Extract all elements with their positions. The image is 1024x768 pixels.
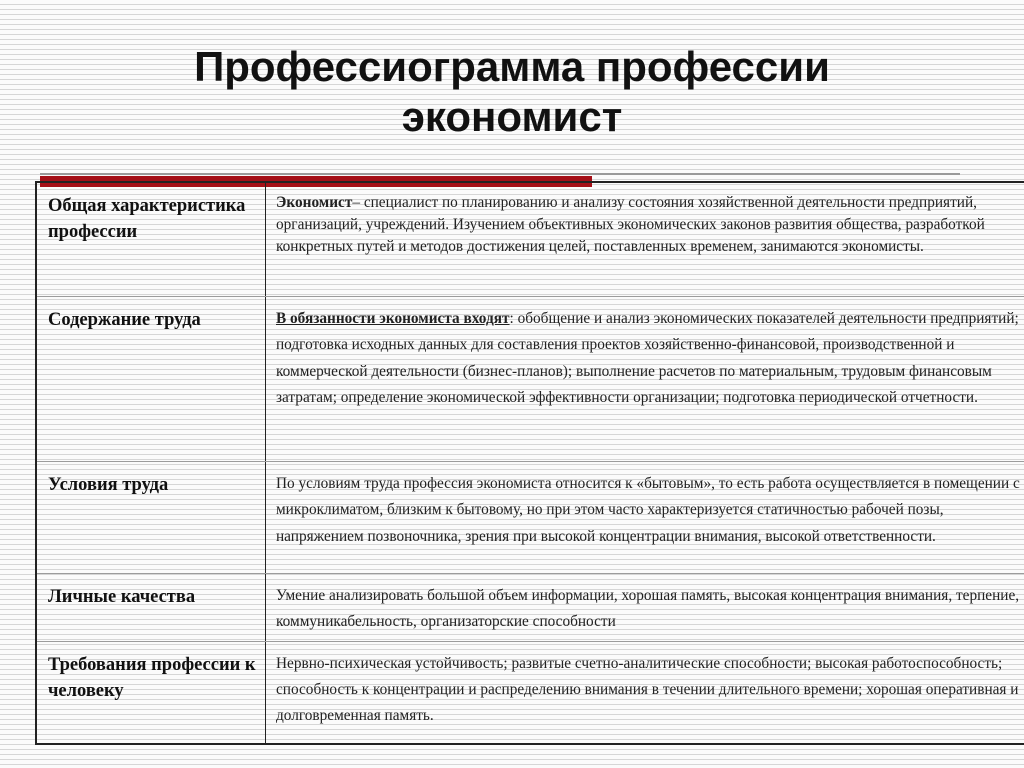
row-content xyxy=(266,182,1024,296)
table-row-requirements xyxy=(36,641,1024,744)
row-content-text: Нервно-психическая устойчивость; развитые счетно-аналитические способности; высокая работоспособность; способность к концентрации и распределению внимания в течении длительного времени; хорошая оперативная и долговременная память. xyxy=(276,654,1019,724)
table-row-general-characteristics xyxy=(36,182,1024,296)
row-heading: Требования профессии к человеку xyxy=(36,641,266,744)
row-content xyxy=(266,461,1024,573)
table-row-personal-qualities xyxy=(36,573,1024,641)
row-content-text: Умение анализировать большой объем информации, хорошая память, высокая концентрация внимания, терпение, коммуникабельность, организаторские способности xyxy=(276,586,1020,630)
table-row-work-conditions xyxy=(36,461,1024,573)
row-content xyxy=(266,641,1024,744)
row-heading: Личные качества xyxy=(36,573,266,641)
slide-title-line-1: Профессиограмма профессии xyxy=(194,43,830,90)
row-content xyxy=(266,296,1024,461)
row-content xyxy=(266,573,1024,641)
profession-profile-table xyxy=(35,181,1024,745)
slide-title-line-2: экономист xyxy=(401,93,623,140)
row-content-lead: Экономист xyxy=(276,194,353,211)
row-content-text: По условиям труда профессия экономиста относится к «бытовым», то есть работа осуществляется в помещении с микроклиматом, близким к бытовому, но при этом часто характеризуется статичностью рабочей позы, напряжением позвоночника, зрения при высокой концентрации внимания, высокой ответственности. xyxy=(276,474,1020,545)
title-rule-gray xyxy=(40,173,960,175)
row-content-text: : обобщение и анализ экономических показателей деятельности предприятий; подготовка исходных данных для составления проектов хозяйственно-финансовой, производственной и коммерческой деятельности (бизнес-планов); выполнение расчетов по материальным, трудовым финансовым затратам; определение экономической эффективности организации; подготовка периодической отчетности. xyxy=(276,309,1019,407)
row-heading: Условия труда xyxy=(36,461,266,573)
row-heading: Общая характеристика профессии xyxy=(36,182,266,296)
slide-title xyxy=(0,42,1024,142)
row-content-lead: В обязанности экономиста входят xyxy=(276,309,510,327)
row-content-text: – специалист по планированию и анализу состояния хозяйственной деятельности предприятий, организаций, учреждений. Изучением объективных экономических законов развития общества, разработкой конкретных путей и методов достижения целей, поставленных временем, занимаются экономисты. xyxy=(276,194,985,255)
row-heading: Содержание труда xyxy=(36,296,266,461)
table-row-work-content xyxy=(36,296,1024,461)
